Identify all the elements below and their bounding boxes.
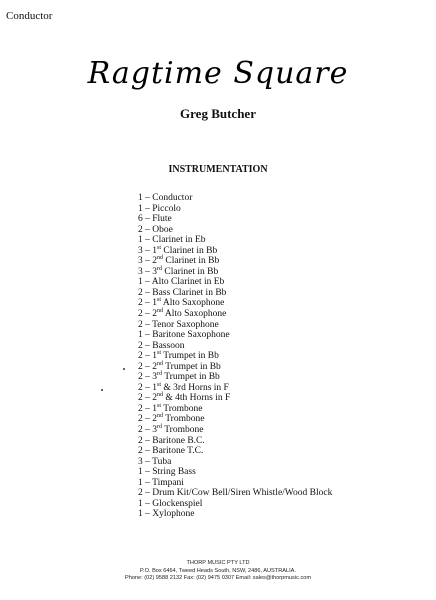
- instrument-quantity: 2: [138, 361, 143, 372]
- instrument-name-rest: Trombone: [163, 414, 205, 425]
- publisher-address: P.O. Box 6464, Tweed Heads South, NSW, 2486, AUSTRALIA.: [140, 567, 296, 574]
- instrument-name: 1: [152, 298, 157, 309]
- instrument-quantity: 2: [138, 446, 143, 457]
- instrument-item: 2 – 1st Alto Saxophone: [138, 297, 225, 309]
- instrument-name: 2: [152, 309, 157, 320]
- instrument-quantity: 2: [138, 372, 143, 383]
- part-label: Conductor: [6, 10, 53, 22]
- instrument-name: 2: [152, 361, 157, 372]
- instrument-name: Drum Kit/Cow Bell/Siren Whistle/Wood Block: [152, 488, 333, 499]
- publisher-footer: [0, 560, 436, 583]
- instrument-quantity: 6: [138, 214, 143, 225]
- instrument-quantity: 1: [138, 509, 143, 520]
- instrument-name: Tuba: [152, 456, 172, 467]
- instrument-quantity: 2: [138, 351, 143, 362]
- instrument-name-rest: & 3rd Horns in F: [161, 382, 229, 393]
- instrument-quantity: 2: [138, 224, 143, 235]
- instrument-name: 1: [152, 351, 157, 362]
- instrument-name: Conductor: [152, 193, 193, 203]
- stray-mark: [123, 368, 125, 370]
- instrument-item: 1 – Glockenspiel: [138, 498, 203, 509]
- instrument-item: 2 – Tenor Saxophone: [138, 319, 219, 330]
- instrument-item: 1 – Baritone Saxophone: [138, 330, 230, 341]
- instrument-item: 1 – Timpani: [138, 477, 184, 488]
- instrument-name-rest: Alto Saxophone: [163, 309, 227, 320]
- instrument-name: Clarinet in Eb: [152, 235, 206, 246]
- instrument-item: 2 – Baritone T.C.: [138, 446, 204, 457]
- instrument-quantity: 1: [138, 467, 143, 478]
- instrument-name: Piccolo: [152, 203, 181, 214]
- composer-name: Greg Butcher: [180, 106, 256, 121]
- ordinal-suffix: rd: [157, 423, 162, 430]
- instrument-name-rest: Clarinet in Bb: [161, 245, 218, 256]
- instrument-name: Xylophone: [152, 509, 195, 520]
- ordinal-suffix: rd: [157, 371, 162, 378]
- ordinal-suffix: nd: [157, 360, 163, 367]
- instrument-name: Flute: [152, 214, 172, 225]
- instrumentation-heading: INSTRUMENTATION: [168, 164, 268, 175]
- instrument-item: 2 – Bass Clarinet in Bb: [138, 287, 227, 298]
- instrument-item: 2 – 3rd Trumpet in Bb: [138, 371, 220, 383]
- publisher-name: THORP MUSIC PTY LTD: [186, 560, 250, 566]
- instrument-quantity: 1: [138, 498, 143, 509]
- instrument-name-rest: Trumpet in Bb: [162, 372, 220, 383]
- instrument-item: 2 – Oboe: [138, 224, 173, 235]
- ordinal-suffix: st: [157, 350, 162, 357]
- instrument-quantity: 2: [138, 393, 143, 404]
- ordinal-suffix: nd: [157, 307, 163, 314]
- instrument-quantity: 2: [138, 425, 143, 436]
- instrument-quantity: 1: [138, 277, 143, 288]
- instrument-name: 1: [152, 245, 157, 256]
- instrument-quantity: 1: [138, 235, 143, 246]
- instrument-quantity: 2: [138, 435, 143, 446]
- instrument-name: Alto Clarinet in Eb: [151, 277, 225, 288]
- instrument-item: 2 – Bassoon: [138, 340, 185, 351]
- publisher-contact: Phone: (02) 9588 2132 Fax: (02) 9475 0307 Email: sales@thorpmusic.com: [124, 575, 312, 581]
- instrument-quantity: 3: [138, 256, 143, 267]
- piece-title: Ragtime Square: [87, 56, 349, 91]
- instrument-name: Baritone B.C.: [152, 435, 205, 446]
- instrument-item: 3 – 1st Clarinet in Bb: [138, 244, 218, 256]
- instrument-item: 1 – String Bass: [138, 467, 196, 478]
- instrument-name-rest: & 4th Horns in F: [163, 393, 231, 404]
- instrument-name: 1: [152, 382, 157, 393]
- instrument-item: 2 – 2nd Trombone: [138, 413, 205, 425]
- instrument-item: 2 – 1st & 3rd Horns in F: [138, 381, 229, 393]
- instrument-name: Timpani: [152, 477, 184, 488]
- instrument-name: Baritone Saxophone: [152, 330, 230, 341]
- instrument-item: 6 – Flute: [138, 214, 172, 225]
- instrument-quantity: 2: [138, 319, 143, 330]
- instrument-quantity: 2: [138, 403, 143, 414]
- instrument-name: 3: [152, 425, 157, 436]
- ordinal-suffix: nd: [157, 392, 163, 399]
- instrument-name-rest: Alto Saxophone: [161, 298, 225, 309]
- instrumentation-list: [138, 193, 332, 520]
- instrument-name: 1: [152, 403, 157, 414]
- instrument-name: 3: [152, 266, 157, 277]
- instrument-item: 3 – Tuba: [138, 456, 172, 467]
- instrument-quantity: 2: [138, 382, 143, 393]
- ordinal-suffix: nd: [157, 255, 163, 262]
- instrument-item: 2 – 1st Trombone: [138, 402, 203, 414]
- instrument-name-rest: Trombone: [162, 425, 204, 436]
- instrument-name: Bass Clarinet in Bb: [152, 287, 227, 298]
- ordinal-suffix: rd: [157, 265, 162, 272]
- instrument-item: 1 – Clarinet in Eb: [138, 235, 206, 246]
- instrument-quantity: 1: [138, 203, 143, 214]
- instrument-quantity: 1: [138, 477, 143, 488]
- instrument-quantity: 2: [138, 309, 143, 320]
- instrument-item: 2 – 2nd Alto Saxophone: [138, 307, 227, 320]
- ordinal-suffix: st: [157, 381, 162, 388]
- instrument-item: 2 – 2nd Trumpet in Bb: [138, 360, 221, 372]
- instrument-quantity: 3: [138, 456, 143, 467]
- instrument-name-rest: Trumpet in Bb: [161, 351, 219, 362]
- instrument-name: Glockenspiel: [152, 498, 203, 509]
- instrument-item: 2 – Drum Kit/Cow Bell/Siren Whistle/Wood Block: [138, 488, 333, 499]
- stray-mark: [101, 389, 103, 391]
- instrument-name: 3: [152, 372, 157, 383]
- instrument-quantity: 1: [138, 330, 143, 341]
- instrument-item: 2 – 3rd Trombone: [138, 423, 204, 436]
- instrument-quantity: 2: [138, 488, 143, 499]
- instrument-quantity: 2: [138, 287, 143, 298]
- instrument-item: 1 – Conductor: [138, 193, 193, 203]
- instrument-item: 2 – 1st Trumpet in Bb: [138, 350, 219, 362]
- ordinal-suffix: nd: [157, 413, 163, 420]
- instrument-name-rest: Trumpet in Bb: [163, 361, 221, 372]
- instrument-item: 3 – 3rd Clarinet in Bb: [138, 265, 219, 277]
- instrument-quantity: 1: [138, 193, 143, 203]
- instrument-name-rest: Clarinet in Bb: [162, 266, 219, 277]
- ordinal-suffix: st: [157, 297, 162, 304]
- instrument-quantity: 2: [138, 414, 143, 425]
- instrument-name-rest: Trombone: [161, 403, 203, 414]
- instrument-quantity: 2: [138, 340, 143, 351]
- ordinal-suffix: st: [157, 402, 162, 409]
- instrument-name-rest: Clarinet in Bb: [163, 256, 220, 267]
- instrument-item: 2 – Baritone B.C.: [138, 435, 205, 446]
- instrument-item: 3 – 2nd Clarinet in Bb: [138, 255, 220, 267]
- instrument-name: 2: [152, 393, 157, 404]
- instrument-quantity: 2: [138, 298, 143, 309]
- instrument-name: 2: [152, 414, 157, 425]
- instrument-item: 1 – Alto Clarinet in Eb: [138, 277, 225, 288]
- ordinal-suffix: st: [157, 244, 162, 251]
- instrument-name: String Bass: [152, 467, 196, 478]
- instrument-name: Oboe: [152, 224, 173, 235]
- instrument-quantity: 3: [138, 266, 143, 277]
- instrument-name: 2: [152, 256, 157, 267]
- instrument-item: 2 – 2nd & 4th Horns in F: [138, 392, 231, 404]
- instrument-item: 1 – Piccolo: [138, 203, 181, 214]
- instrument-quantity: 3: [138, 245, 143, 256]
- instrument-name: Bassoon: [152, 340, 185, 351]
- instrument-item: 1 – Xylophone: [138, 509, 195, 520]
- instrument-name: Baritone T.C.: [152, 446, 204, 457]
- instrument-name: Tenor Saxophone: [152, 319, 219, 330]
